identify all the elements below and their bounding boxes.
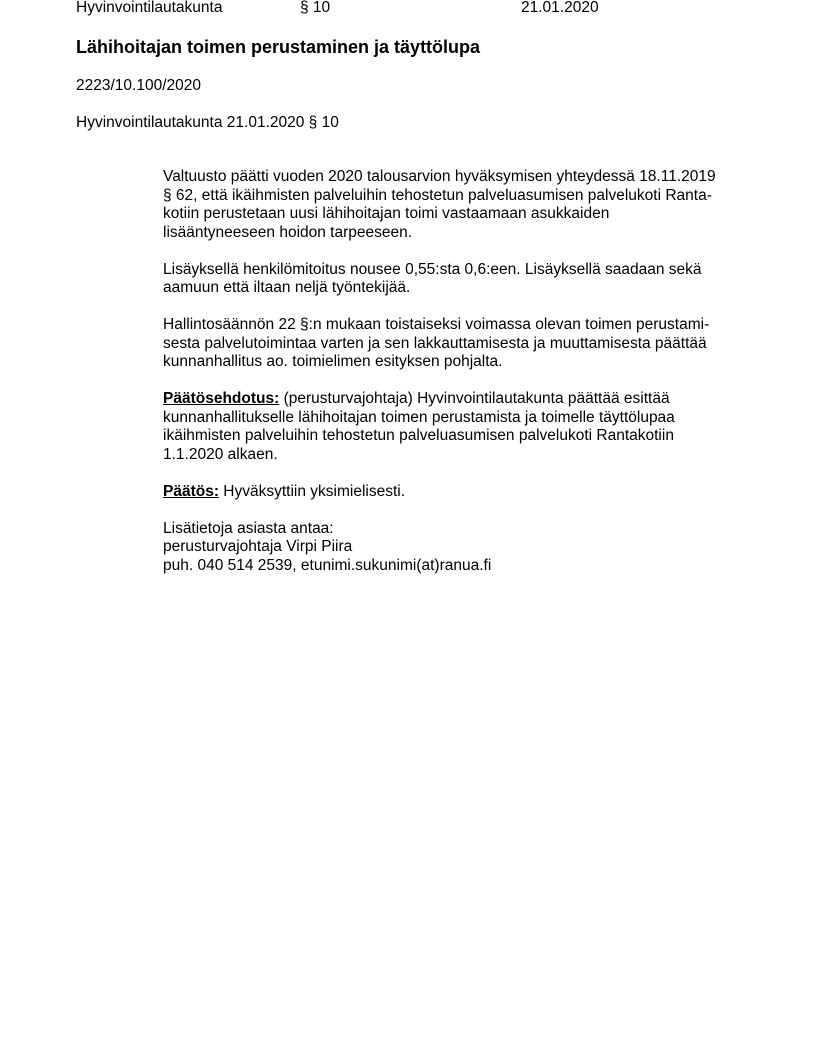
document-header xyxy=(76,0,776,18)
paragraph-proposal xyxy=(163,390,753,464)
document-body xyxy=(163,168,753,594)
diary-number: 2223/10.100/2020 xyxy=(76,77,201,94)
text-line: perusturvajohtaja Virpi Piira xyxy=(163,538,353,555)
text-line: aamuun että iltaan neljä työntekijää. xyxy=(163,279,411,296)
document-title: Lähihoitajan toimen perustaminen ja täyttölupa xyxy=(76,37,481,57)
header-date: 21.01.2020 xyxy=(521,0,599,16)
text-line: Lisäyksellä henkilömitoitus nousee 0,55:sta 0,6:een. Lisäyksellä saadaan sekä xyxy=(163,260,702,278)
text-line: kunnanhallitukselle lähihoitajan toimen perustamista ja toimelle täyttölupaa xyxy=(163,408,675,426)
text-line: 1.1.2020 alkaen. xyxy=(163,445,278,463)
text-line: Valtuusto päätti vuoden 2020 talousarvion hyväksymisen yhteydessä 18.11.2019 xyxy=(163,168,716,185)
text-line: § 62, että ikäihmisten palveluihin tehostetun palveluasumisen palvelukoti Ranta- xyxy=(163,186,712,204)
decision-label: Päätös: xyxy=(163,482,219,500)
proposal-label: Päätösehdotus: xyxy=(163,390,280,407)
header-section: § 10 xyxy=(300,0,331,16)
text-line xyxy=(163,390,753,409)
paragraph-contact xyxy=(163,520,753,576)
text-line: lisääntyneeseen hoidon tarpeeseen. xyxy=(163,223,413,241)
paragraph-background xyxy=(163,168,753,242)
paragraph-staffing xyxy=(163,261,753,298)
paragraph-decision xyxy=(163,483,753,502)
text-line xyxy=(163,483,753,502)
text-line: ikäihmisten palveluihin tehostetun palveluasumisen palvelukoti Rantakotiin xyxy=(163,427,674,444)
proposal-first-line: (perusturvajohtaja) Hyvinvointilautakunta päättää esittää xyxy=(279,390,670,407)
text-line: puh. 040 514 2539, etunimi.sukunimi(at)ranua.fi xyxy=(163,556,492,574)
header-organ: Hyvinvointilautakunta xyxy=(76,0,223,16)
text-line: kotiin perustetaan uusi lähihoitajan toimi vastaamaan asukkaiden xyxy=(163,205,610,222)
text-line: kunnanhallitus ao. toimielimen esityksen pohjalta. xyxy=(163,353,503,370)
text-line: sesta palvelutoimintaa varten ja sen lakkauttamisesta ja muuttamisesta päättää xyxy=(163,334,707,352)
text-line: Lisätietoja asiasta antaa: xyxy=(163,519,334,537)
text-line: Hallintosäännön 22 §:n mukaan toistaiseksi voimassa olevan toimen perustami- xyxy=(163,316,710,333)
meeting-reference: Hyvinvointilautakunta 21.01.2020 § 10 xyxy=(76,114,339,131)
paragraph-regulation xyxy=(163,316,753,372)
decision-text: Hyväksyttiin yksimielisesti. xyxy=(219,482,406,500)
